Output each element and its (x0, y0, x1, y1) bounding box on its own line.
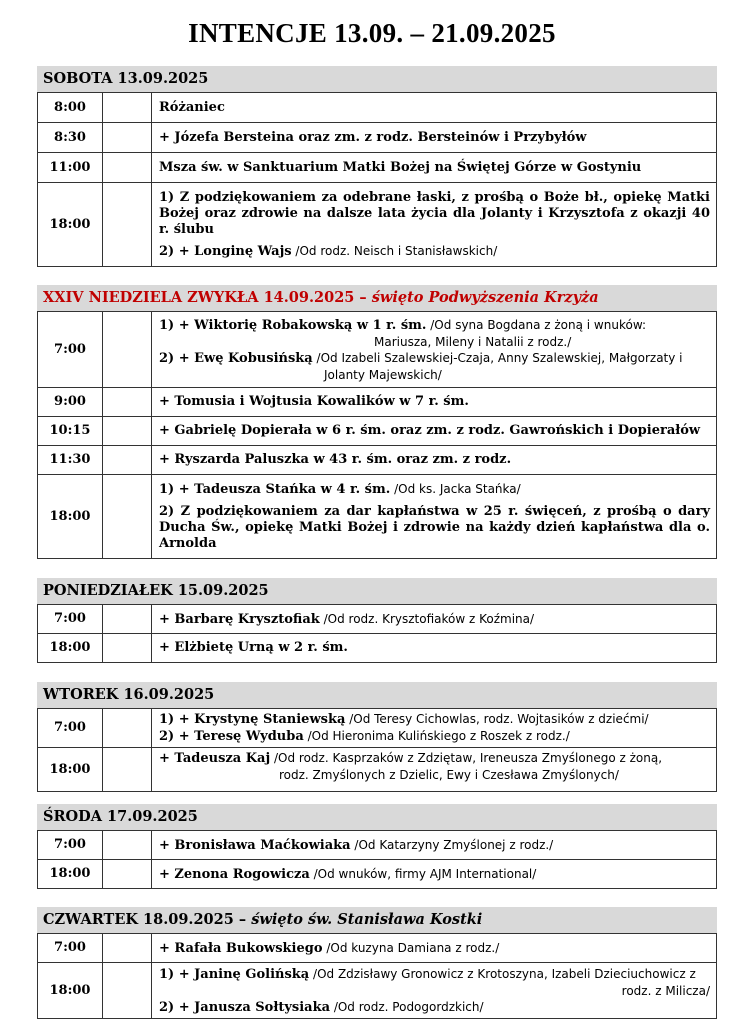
table-row (38, 183, 717, 267)
intentions-table (37, 604, 717, 663)
mass-time: 7:00 (38, 605, 103, 634)
mass-time: 7:00 (38, 312, 103, 388)
intention-text: + Gabrielę Dopierała w 6 r. śm. oraz zm. z rodz. Gawrońskich i Dopierałów (152, 417, 717, 446)
intention-note: rodz. z Milicza/ (621, 983, 710, 998)
table-row (38, 709, 717, 748)
table-row (38, 860, 717, 889)
table-row (38, 831, 717, 860)
intention-text: 1) Z podziękowaniem za odebrane łaski, z prośbą o Boże bł., opiekę Matki Bożej oraz zdrowie na dalsze lata życia dla Jolanty i Krzysztofa z okazji 40 r. ślubu (159, 189, 710, 237)
day-header: CZWARTEK 18.09.2025 – święto św. Stanisława Kostki (37, 907, 717, 933)
day-monday (37, 578, 717, 663)
day-wednesday (37, 804, 717, 889)
intention-note: /Od wnuków, firmy AJM International/ (309, 866, 537, 881)
day-header: SOBOTA 13.09.2025 (37, 66, 717, 92)
day-header: PONIEDZIAŁEK 15.09.2025 (37, 578, 717, 604)
intention-note: /Od Teresy Cichowlas, rodz. Wojtasików z dziećmi/ (345, 712, 649, 726)
table-row (38, 312, 717, 388)
mass-time: 18:00 (38, 860, 103, 889)
intention-note: /Od rodz. Kasprzaków z Zdziętaw, Ireneusza Zmyślonego z żoną, (270, 751, 663, 765)
mass-time: 8:00 (38, 93, 103, 123)
table-row (38, 634, 717, 663)
mass-time: 11:00 (38, 153, 103, 183)
table-row (38, 475, 717, 559)
page-title: INTENCJE 13.09. – 21.09.2025 (188, 18, 556, 48)
intentions-table (37, 311, 717, 559)
day-thursday (37, 907, 717, 1019)
mass-time: 7:00 (38, 709, 103, 748)
mass-time: 18:00 (38, 634, 103, 663)
intention-note: Jolanty Majewskich/ (324, 367, 442, 382)
table-row (38, 748, 717, 792)
table-row (38, 963, 717, 1019)
day-header: ŚRODA 17.09.2025 (37, 804, 717, 830)
mass-time: 18:00 (38, 183, 103, 267)
intention-note: /Od ks. Jacka Stańka/ (390, 482, 521, 496)
table-row (38, 934, 717, 963)
intentions-table (37, 708, 717, 792)
intention-name: 1) + Krystynę Staniewską (159, 712, 346, 727)
day-saturday (37, 66, 717, 267)
table-row (38, 93, 717, 123)
intention-note: /Od rodz. Podogordzkich/ (330, 999, 484, 1014)
intention-note: /Od syna Bogdana z żoną i wnuków: (426, 317, 647, 332)
day-tuesday (37, 682, 717, 792)
intention-name: 2) + Janusza Sołtysiaka (159, 999, 330, 1015)
mass-time: 9:00 (38, 388, 103, 417)
intentions-table (37, 933, 717, 1019)
intention-note: /Od kuzyna Damiana z rodz./ (322, 940, 500, 955)
table-row (38, 605, 717, 634)
intention-note: /Od Izabeli Szalewskiej-Czaja, Anny Szalewskiej, Małgorzaty i (312, 350, 683, 365)
intention-note: /Od Zdzisławy Gronowicz z Krotoszyna, Izabeli Dzieciuchowicz z (309, 966, 696, 981)
intention-text: 2) Z podziękowaniem za dar kapłaństwa w 25 r. święceń, z prośbą o dary Ducha Św., opiekę Matki Bożej i zdrowie na każdy dzień kapłaństwa dla o. Arnolda (159, 504, 710, 551)
table-row (38, 417, 717, 446)
intention-text: + Elżbietę Urną w 2 r. śm. (152, 634, 717, 663)
intention-name: 2) + Ewę Kobusińską (159, 350, 313, 366)
table-row (38, 446, 717, 475)
mass-time: 8:30 (38, 123, 103, 153)
intention-text: + Ryszarda Paluszka w 43 r. śm. oraz zm. z rodz. (152, 446, 717, 475)
mass-time: 18:00 (38, 475, 103, 559)
intention-name: 1) + Tadeusza Stańka w 4 r. śm. (159, 482, 391, 497)
intention-name: + Barbarę Krysztofiak (159, 611, 320, 627)
intention-name: 2) + Longinę Wajs (159, 243, 292, 259)
intention-note: /Od rodz. Krysztofiaków z Koźmina/ (319, 611, 535, 626)
intention-name: 2) + Teresę Wyduba (159, 729, 304, 744)
intentions-table (37, 830, 717, 889)
intention-name: + Zenona Rogowicza (159, 866, 310, 882)
table-row (38, 388, 717, 417)
intentions-table (37, 92, 717, 267)
day-header: WTOREK 16.09.2025 (37, 682, 717, 708)
intention-note: rodz. Zmyślonych z Dzielic, Ewy i Czesława Zmyślonych/ (279, 768, 619, 782)
day-sunday (37, 285, 717, 559)
intention-name: + Rafała Bukowskiego (159, 940, 323, 956)
table-row (38, 123, 717, 153)
intention-name: + Bronisława Maćkowiaka (159, 837, 351, 853)
mass-time: 10:15 (38, 417, 103, 446)
intention-name: 1) + Janinę Golińską (159, 966, 310, 982)
intention-note: /Od rodz. Neisch i Stanisławskich/ (291, 243, 498, 258)
intention-note: /Od Katarzyny Zmyślonej z rodz./ (350, 837, 554, 852)
day-header: XXIV NIEDZIELA ZWYKŁA 14.09.2025 – święto Podwyższenia Krzyża (37, 285, 717, 311)
intention-note: Mariusza, Mileny i Natalii z rodz./ (374, 334, 572, 349)
intention-name: 1) + Wiktorię Robakowską w 1 r. śm. (159, 317, 427, 333)
mass-time: 18:00 (38, 748, 103, 792)
mass-time: 7:00 (38, 934, 103, 963)
intention-text: + Tomusia i Wojtusia Kowalików w 7 r. śm. (152, 388, 717, 417)
intention-name: + Tadeusza Kaj (159, 751, 271, 766)
intention-text: Msza św. w Sanktuarium Matki Bożej na Świętej Górze w Gostyniu (152, 153, 717, 183)
intention-note: /Od Hieronima Kulińskiego z Roszek z rodz./ (303, 729, 570, 743)
intention-text: Różaniec (152, 93, 717, 123)
mass-time: 7:00 (38, 831, 103, 860)
mass-time: 18:00 (38, 963, 103, 1019)
table-row (38, 153, 717, 183)
intention-text: + Józefa Bersteina oraz zm. z rodz. Bersteinów i Przybyłów (152, 123, 717, 153)
mass-time: 11:30 (38, 446, 103, 475)
